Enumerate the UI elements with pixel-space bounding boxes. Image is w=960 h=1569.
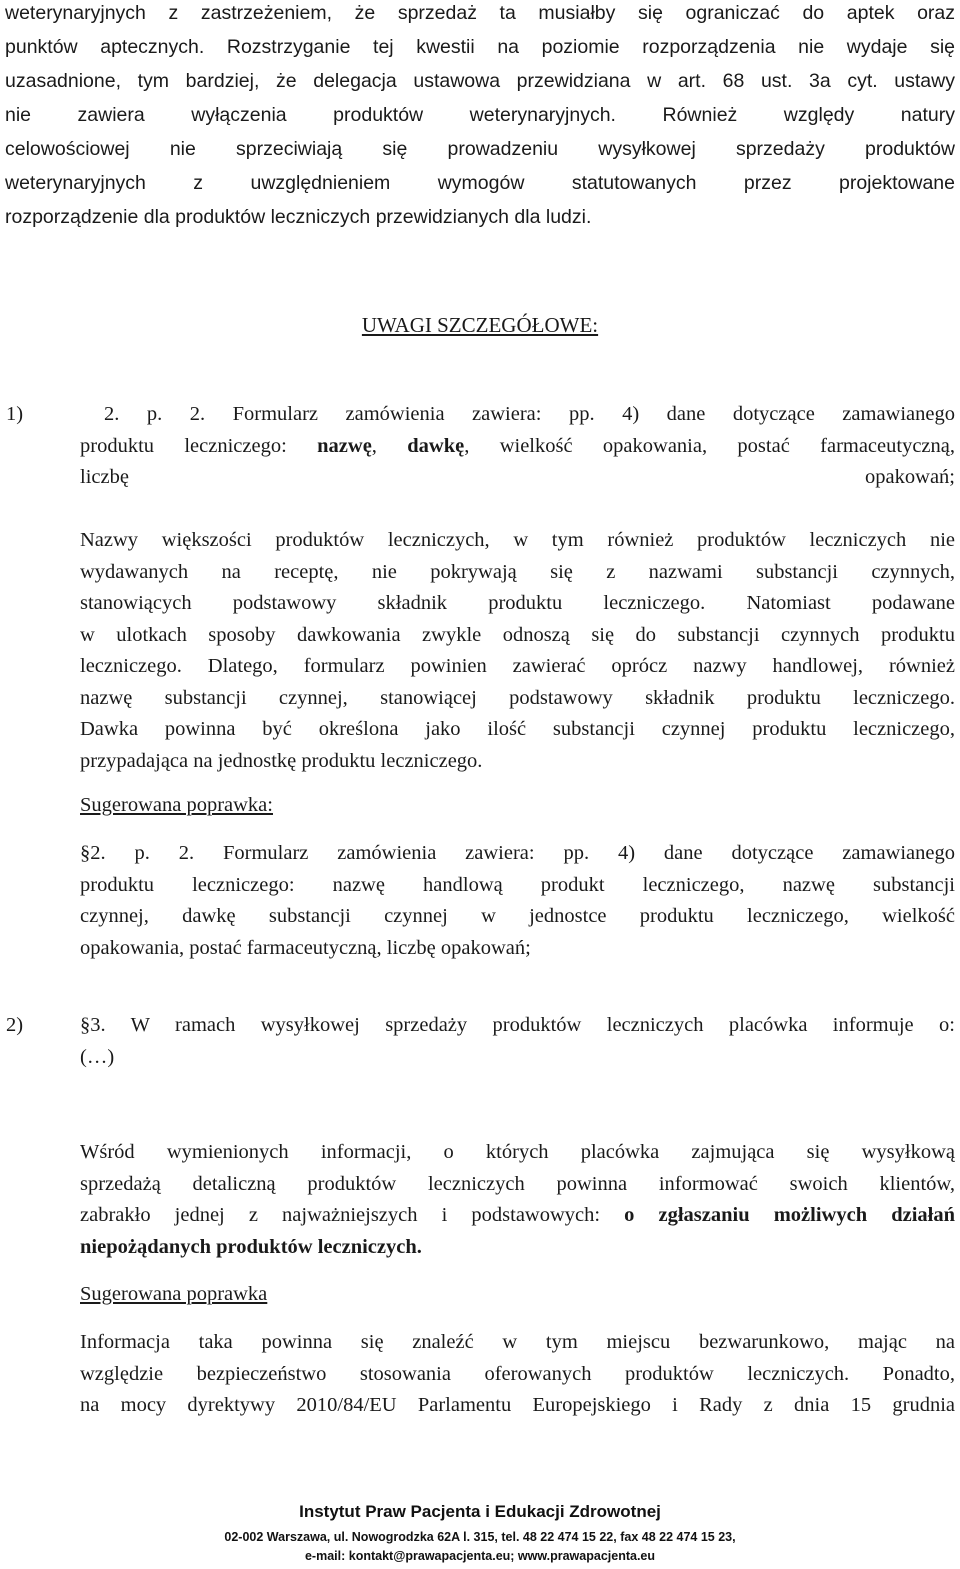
section-heading: UWAGI SZCZEGÓŁOWE:	[361, 313, 599, 337]
comment-line: Nazwy większości produktów leczniczych, w tym również produktów leczniczych nie	[80, 529, 955, 551]
suggestion-line: czynnej, dawkę substancji czynnej w jednostce produktu leczniczego, wielkość	[80, 905, 955, 927]
intro-line: nie zawiera wyłączenia produktów weterynaryjnych. Również względy natury	[5, 104, 955, 126]
text-run: opakowań;	[865, 466, 955, 488]
comment-line: Wśród wymienionych informacji, o których placówka zajmująca się wysyłkową	[80, 1141, 955, 1163]
bold-term-name: nazwę	[317, 434, 372, 457]
bold-term-dose: dawkę	[407, 434, 465, 457]
item2-text	[80, 1010, 955, 1073]
bold-text: o zgłaszaniu możliwych działań	[624, 1204, 955, 1226]
item2-suggestion	[80, 1327, 955, 1422]
footer-org-name: Instytut Praw Pacjenta i Edukacji Zdrowotnej	[299, 1502, 661, 1521]
comment-line: Dawka powinna być określona jako ilość substancji czynnej produktu leczniczego,	[80, 718, 955, 740]
text-run: liczbę	[80, 466, 129, 488]
suggestion-line: względzie bezpieczeństwo stosowania oferowanych produktów leczniczych. Ponadto,	[80, 1362, 955, 1385]
suggestion-label: Sugerowana poprawka:	[80, 794, 273, 816]
item1-line3	[80, 462, 955, 494]
intro-line: punktów aptecznych. Rozstrzyganie tej kwestii na poziomie rozporządzenia nie wydaje się	[5, 36, 955, 58]
suggestion-label: Sugerowana poprawka	[80, 1283, 268, 1305]
item1-line2	[80, 431, 955, 463]
item2-line2: (…)	[80, 1045, 115, 1068]
suggestion-line: na mocy dyrektywy 2010/84/EU Parlamentu Europejskiego i Rady z dnia 15 grudnia	[80, 1394, 955, 1416]
intro-line: rozporządzenie dla produktów leczniczych przewidzianych dla ludzi.	[5, 206, 592, 228]
item2-comment	[80, 1137, 955, 1263]
intro-paragraph	[5, 0, 955, 234]
bold-text: niepożądanych produktów leczniczych.	[80, 1235, 422, 1258]
item1-comment	[80, 525, 955, 777]
suggestion-line: Informacja taka powinna się znaleźć w tym miejscu bezwarunkowo, mając na	[80, 1331, 955, 1353]
comment-line: leczniczego. Dlatego, formularz powinien zawierać oprócz nazwy handlowej, również	[80, 655, 955, 677]
text-run: zabrakło jednej z najważniejszych i podstawowych:	[80, 1204, 625, 1226]
item-number: 1)	[6, 403, 24, 425]
comment-line: stanowiących podstawowy składnik produktu leczniczego. Natomiast podawane	[80, 592, 955, 614]
footer-address: 02-002 Warszawa, ul. Nowogrodzka 62A l. 315, tel. 48 22 474 15 22, fax 48 22 474 15 23,	[224, 1530, 736, 1544]
intro-line: weterynaryjnych z uwzględnieniem wymogów statutowanych przez projektowane	[5, 172, 955, 194]
intro-line: weterynaryjnych z zastrzeżeniem, że sprzedaż ta musiałby się ograniczać do aptek oraz	[5, 2, 955, 24]
item1-line1-wrap	[104, 399, 955, 431]
text-run: ,	[371, 434, 408, 457]
item2-line1: §3. W ramach wysyłkowej sprzedaży produktów leczniczych placówka informuje o:	[80, 1014, 955, 1036]
item1-suggestion-label-wrap	[80, 790, 955, 822]
intro-line: uzasadnione, tym bardziej, że delegacja ustawowa przewidziana w art. 68 ust. 3a cyt. ustawy	[5, 70, 955, 92]
suggestion-line: opakowania, postać farmaceutyczną, liczbę opakowań;	[80, 936, 531, 959]
item1-text	[80, 431, 955, 494]
item1-line1: 2. p. 2. Formularz zamówienia zawiera: pp. 4) dane dotyczące zamawianego	[104, 403, 955, 425]
item1-suggestion	[80, 838, 955, 964]
comment-line: przypadająca na jednostkę produktu leczniczego.	[80, 749, 483, 772]
intro-line: celowościowej nie sprzeciwiają się prowadzeniu wysyłkowej sprzedaży produktów	[5, 138, 955, 160]
text-run: , wielkość opakowania, postać farmaceutyczną,	[464, 434, 955, 457]
comment-line	[80, 1232, 955, 1264]
comment-line	[80, 1200, 955, 1232]
comment-line: sprzedażą detaliczną produktów leczniczych powinna informować swoich klientów,	[80, 1172, 955, 1195]
comment-line: wydawanych na receptę, nie pokrywają się z nazwami substancji czynnych,	[80, 560, 955, 583]
suggestion-line: §2. p. 2. Formularz zamówienia zawiera: pp. 4) dane dotyczące zamawianego	[80, 842, 955, 864]
suggestion-line: produktu leczniczego: nazwę handlową produkt leczniczego, nazwę substancji	[80, 873, 955, 896]
item2-suggestion-label-wrap	[80, 1279, 955, 1311]
footer-contact: e-mail: kontakt@prawapacjenta.eu; www.prawapacjenta.eu	[304, 1549, 656, 1563]
comment-line: w ulotkach sposoby dawkowania zwykle odnoszą się do substancji czynnych produktu	[80, 623, 955, 646]
text-run: produktu leczniczego:	[80, 434, 318, 457]
item-number: 2)	[6, 1014, 24, 1036]
comment-line: nazwę substancji czynnej, stanowiącej podstawowy składnik produktu leczniczego.	[80, 686, 955, 709]
